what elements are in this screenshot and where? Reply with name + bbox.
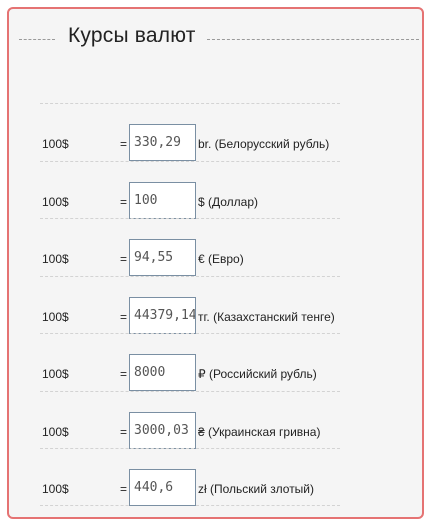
- rate-row-pln: [40, 448, 340, 506]
- rate-row-rub: [40, 333, 340, 391]
- currency-label: ₴ (Украинская гривна): [198, 424, 321, 439]
- rates-list: [40, 103, 340, 506]
- equals-sign: =: [120, 309, 128, 324]
- rate-row-uah: [40, 391, 340, 449]
- equals-sign: =: [120, 367, 128, 381]
- widget-header: [9, 9, 422, 73]
- rate-row-usd: [40, 161, 340, 219]
- base-amount: 100$: [42, 424, 69, 439]
- base-amount: 100$: [42, 367, 69, 381]
- title-divider-right: [207, 39, 419, 40]
- rate-value-input[interactable]: [129, 239, 196, 276]
- rate-value-input[interactable]: [129, 412, 196, 449]
- base-amount: 100$: [42, 252, 69, 266]
- currency-label: br. (Белорусский рубль): [198, 137, 330, 151]
- rate-row-kzt: [40, 276, 340, 334]
- rate-row-byn: [40, 103, 340, 161]
- equals-sign: =: [120, 424, 128, 439]
- rate-value-input[interactable]: [129, 469, 196, 506]
- rate-value-input[interactable]: [129, 182, 196, 219]
- rate-value-input[interactable]: [129, 354, 196, 391]
- base-amount: 100$: [42, 309, 69, 324]
- currency-label: тг. (Казахстанский тенге): [198, 309, 335, 324]
- currency-label: $ (Доллар): [198, 194, 259, 209]
- base-amount: 100$: [42, 194, 69, 209]
- rate-row-eur: [40, 218, 340, 276]
- equals-sign: =: [120, 252, 128, 266]
- rate-value-input[interactable]: [129, 297, 196, 334]
- equals-sign: =: [120, 194, 128, 209]
- rate-value-input[interactable]: [129, 124, 196, 161]
- currency-label: zł (Польский злотый): [198, 482, 315, 496]
- currency-rates-widget: [7, 7, 424, 519]
- currency-label: € (Евро): [198, 252, 244, 266]
- equals-sign: =: [120, 482, 128, 496]
- widget-title: Курсы валют: [68, 24, 196, 47]
- currency-label: ₽ (Российский рубль): [198, 367, 317, 381]
- title-divider-left: [19, 39, 55, 40]
- base-amount: 100$: [42, 137, 69, 151]
- equals-sign: =: [120, 137, 128, 151]
- base-amount: 100$: [42, 482, 69, 496]
